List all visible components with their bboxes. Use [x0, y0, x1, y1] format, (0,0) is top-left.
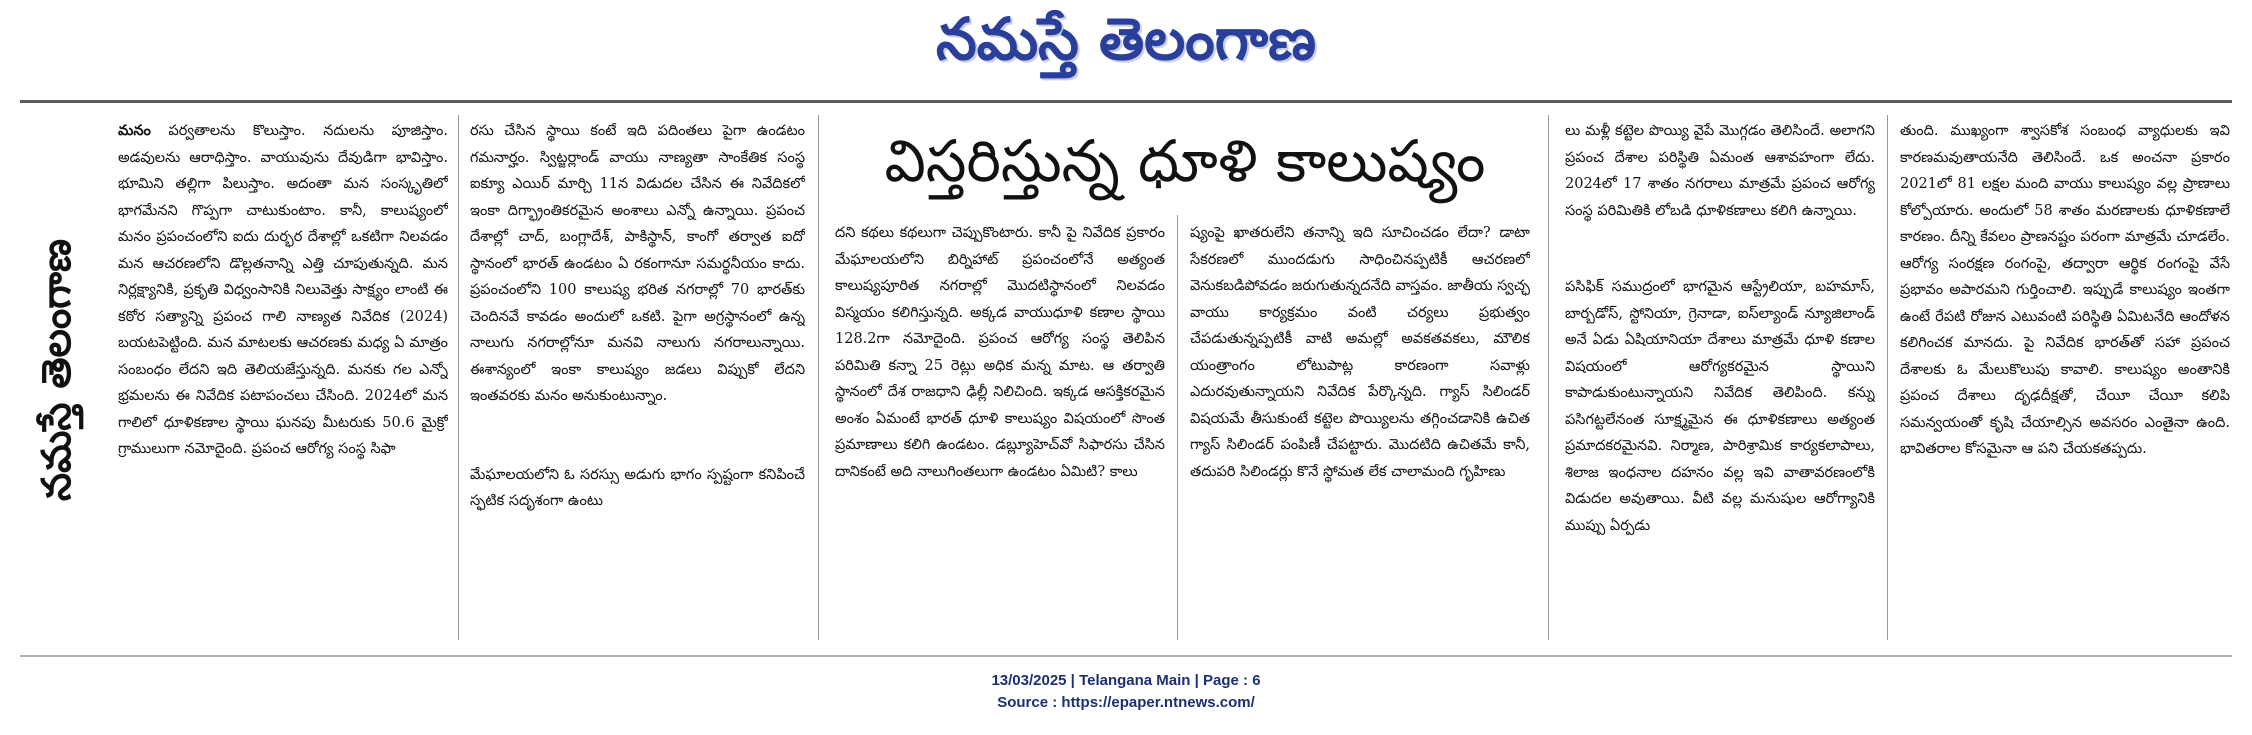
footer-source[interactable]: Source : https://epaper.ntnews.com/ — [997, 694, 1255, 711]
column-2-para-1: రసు చేసిన స్థాయి కంటే ఇది పదింతలు పైగా ఉండటం గమనార్హం. స్విట్జర్లాండ్ వాయు నాణ్యతా సాంకేతిక సంస్థ ఐక్యూ ఎయిర్ మార్చి 11న విడుదల చేసిన ఈ నివేదికలో ఇంకా దిగ్భ్రాంతికరమైన అంశాలు ఎన్నో ఉన్నాయి. ప్రపంచ దేశాల్లో చాద్, బంగ్లాదేశ్, పాకిస్థాన్, కాంగో తర్వాత ఐదో స్థానంలో భారత్ ఉండటం ఏ రకంగానూ సమర్థనీయం కాదు. ప్రపంచంలోని 100 కాలుష్య భరిత నగరాల్లో 70 భారత్‌కు చెందినవే కావడం అందులో ఒకటి. పైగా అగ్రస్థానంలో ఉన్న నాలుగు నగరాల్లోనూ మనవి నాలుగు నగరాలున్నాయి. ఈశాన్యంలో ఇంకా కాలుష్యం జడలు విప్పుకో లేదని ఇంతవరకు మనం అనుకుంటున్నాం. — [470, 123, 805, 404]
bottom-rule — [20, 655, 2232, 657]
column-divider — [818, 115, 819, 640]
article-column-5 — [1565, 118, 1875, 638]
lead-word: మనం — [118, 122, 151, 139]
masthead-title: నమస్తే తెలంగాణ — [936, 5, 1316, 73]
column-5-para-1: లు మళ్లీ కట్టెల పొయ్యి వైపే మొగ్గడం తెలిసిందే. అలాగని ప్రపంచ దేశాల పరిస్థితి ఏమంత ఆశావహంగా లేదు. 2024లో 17 శాతం నగరాలు మాత్రమే ప్రపంచ ఆరోగ్య సంస్థ పరిమితికి లోబడి ధూళికణాలు కలిగి ఉన్నాయి. — [1565, 123, 1875, 219]
article-column-2 — [470, 118, 805, 638]
footer — [0, 670, 2252, 714]
column-6-text: తుంది. ముఖ్యంగా శ్వాసకోశ సంబంధ వ్యాధులకు ఇవి కారణమవుతాయనేది తెలిసిందే. ఒక అంచనా ప్రకారం 2021లో 81 లక్షల మంది వాయు కాలుష్యం వల్ల ప్రాణాలు కోల్పోయారు. అందులో 58 శాతం మరణాలకు ధూళికణాలే కారణం. దీన్ని కేవలం ప్రాణనష్టం పరంగా మాత్రమే చూడలేం. ఆరోగ్య సంరక్షణ రంగంపై, తద్వారా ఆర్థిక రంగంపై వేసే ప్రభావం అపారమని గుర్తించాలి. ఇప్పుడే కాలుష్యం ఇంతగా ఉంటే రేపటి రోజున ఎటువంటి పరిస్థితి ఏమిటనేది ఆందోళన కలిగించక మానదు. పై నివేదిక భారత్‌తో సహా ప్రపంచ దేశాలకు ఓ మేలుకొలుపు కావాలి. కాలుష్యం అంతానికి ప్రపంచ దేశాలు దృఢదీక్షతో, చేయీ చేయీ కలిపి సమన్వయంతో కృషి చేయాల్సిన అవసరం ఎంతైనా ఉంది. భావితరాల కోసమైనా ఆ పని చేయకతప్పదు. — [1900, 123, 2230, 457]
column-1-text: పర్వతాలను కొలుస్తాం. నదులను పూజిస్తాం. అడవులను ఆరాధిస్తాం. వాయువును దేవుడిగా భావిస్తాం. భూమిని తల్లిగా పిలుస్తాం. అదంతా మన సంస్కృతిలో భాగమేనని గొప్పగా చాటుకుంటాం. కానీ, కాలుష్యంలో మనం ప్రపంచంలోని ఐదు దుర్భర దేశాల్లో ఒకటిగా నిలవడం మన ఆచరణలోని డొల్లతనాన్ని ఎత్తి చూపుతున్నది. మన నిర్లక్ష్యానికి, ప్రకృతి విధ్వంసానికి నిలువెత్తు సాక్ష్యం లాంటి ఈ కఠోర సత్యాన్ని ప్రపంచ గాలి నాణ్యత నివేదిక (2024) బయటపెట్టింది. మన మాటలకు ఆచరణకు మధ్య ఏ మాత్రం సంబంధం లేదని ఇది తెలియజేస్తున్నది. మనకు గల ఎన్నో భ్రమలను ఈ నివేదిక పటాపంచలు చేసింది. 2024లో మన గాలిలో ధూళికణాల స్థాయి ఘనపు మీటరుకు 50.6 మైక్రో గ్రాములుగా నమోదైంది. ప్రపంచ ఆరోగ్య సంస్థ సిఫా — [118, 123, 448, 457]
column-divider — [458, 115, 459, 640]
column-divider — [1177, 215, 1178, 640]
article-column-3 — [835, 220, 1165, 640]
article-headline: విస్తరిస్తున్న ధూళి కాలుష్యం — [884, 127, 1486, 195]
column-2-para-2: మేఘాలయలోని ఓ సరస్సు అడుగు భాగం స్పష్టంగా కనిపించే స్ఫటిక సదృశంగా ఉంటు — [470, 466, 805, 509]
column-4-text: ష్యంపై ఖాతరులేని తనాన్ని ఇది సూచించడం లేదా? డాటా సేకరణలో ముందడుగు సాధించినప్పటికీ ఆచరణలో వెనుకబడిపోవడం జరుగుతున్నదనేది వాస్తవం. జాతీయ స్వచ్ఛ వాయు కార్యక్రమం వంటి చర్యలు ప్రభుత్వం చేపడుతున్నప్పటికీ వాటి అమల్లో అవకతవకలు, మౌలిక యంత్రాంగం లోటుపాట్ల కారణంగా సవాళ్లు ఎదురవుతున్నాయని నివేదిక పేర్కొన్నది. గ్యాస్ సిలిండర్ విషయమే తీసుకుంటే కట్టెల పొయ్యిలను తగ్గించడానికి ఉచిత గ్యాస్ సిలిండర్ పంపిణీ చేపట్టారు. మొదటిది ఉచితమే కానీ, తదుపరి సిలిండర్లు కొనే స్థోమత లేక చాలామంది గృహిణు — [1190, 225, 1530, 480]
footer-page: Page : 6 — [1203, 672, 1261, 689]
article-column-6 — [1900, 118, 2230, 638]
column-divider — [1887, 115, 1888, 640]
footer-edition: Telangana Main — [1079, 672, 1191, 689]
top-rule — [20, 100, 2232, 103]
footer-date: 13/03/2025 — [991, 672, 1067, 689]
column-3-text: దని కథలు కథలుగా చెప్పుకొంటారు. కానీ పై నివేదిక ప్రకారం మేఘాలయలోని బిర్నిహాట్ ప్రపంచంలోనే అత్యంత కాలుష్యపూరిత నగరాల్లో మొదటిస్థానంలో నిలవడం విస్మయం కలిగిస్తున్నది. అక్కడ వాయుధూళి కణాల స్థాయి 128.2గా నమోదైంది. ప్రపంచ ఆరోగ్య సంస్థ తెలిపిన పరిమితి కన్నా 25 రెట్లు అధిక మన్న మాట. ఆ తర్వాతి స్థానంలో దేశ రాజధాని ఢిల్లీ నిలిచింది. ఇక్కడ ఆసక్తికరమైన అంశం ఏమంటే భారత్ ధూళి కాలుష్యం విషయంలో సొంత ప్రమాణాలు కలిగి ఉండటం. డబ్ల్యూహెచ్‌వో సిఫారసు చేసిన దానికంటే అది నాలుగింతలుగా ఉండటం ఏమిటి? కాలు — [835, 225, 1165, 480]
article-column-4 — [1190, 220, 1530, 640]
side-logo: నమస్తే తెలంగాణ — [34, 238, 80, 502]
column-5-para-2: పసిఫిక్ సముద్రంలో భాగమైన ఆస్ట్రేలియా, బహమాస్, బార్బడోస్, స్టోనియా, గ్రెనాడా, ఐస్‌ల్యాండ్ న్యూజిలాండ్ అనే ఏడు ఏషియానియా దేశాలు మాత్రమే ధూళి కణాల విషయంలో ఆరోగ్యకరమైన స్థాయిని కాపాడుకుంటున్నాయని నివేదిక తెలిపింది. కన్ను పసిగట్టలేనంత సూక్ష్మమైన ఈ ధూళికణాలు అత్యంత ప్రమాదకరమైనవి. నిర్మాణ, పారిశ్రామిక కార్యకలాపాలు, శిలాజ ఇంధనాల దహనం వల్ల ఇవి వాతావరణంలోకి విడుదల అవుతాయి. వీటి వల్ల మనుషుల ఆరోగ్యానికి ముప్పు ఏర్పడు — [1565, 279, 1875, 534]
footer-line-1: 13/03/2025 | Telangana Main | Page : 6 — [991, 672, 1261, 689]
column-divider — [1548, 115, 1549, 640]
article-column-1 — [118, 118, 448, 638]
